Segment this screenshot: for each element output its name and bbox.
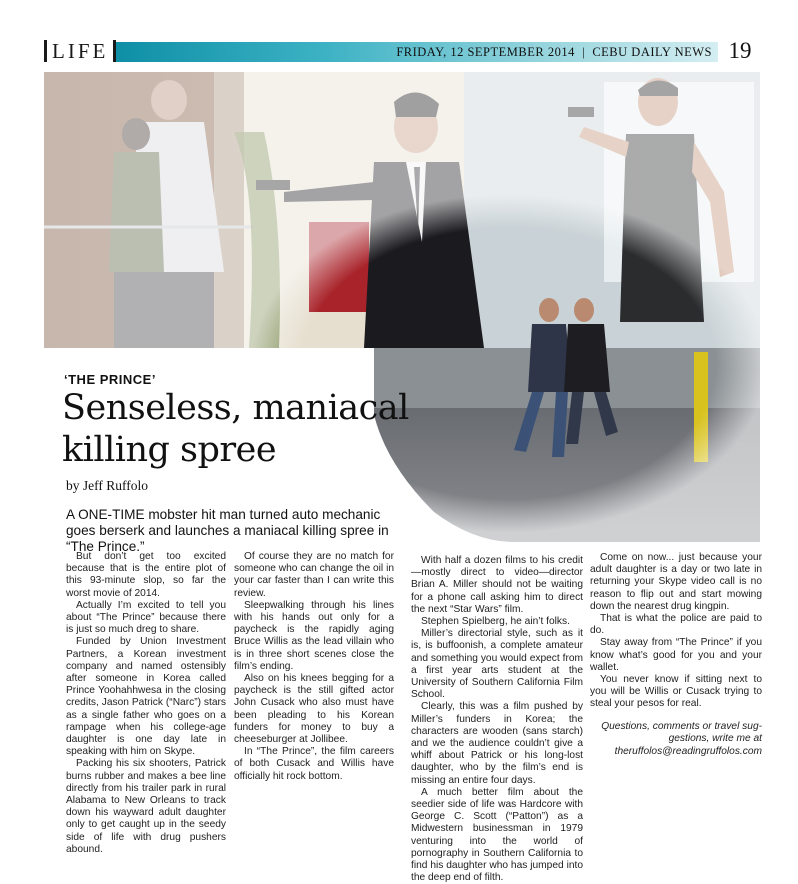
paragraph: Packing his six shooters, Patrick burns rubber and makes a bee line directly from his trailer park in rural Alabama to New Orleans to track down his wayward adult daughter only to get caught up in the seedy side of life with drug pushers abound. [66, 758, 226, 855]
article-byline: by Jeff Ruffolo [66, 478, 148, 493]
paragraph: With half a dozen films to his credit—mostly direct to video—director Brian A. Miller should not be waiting for a phone call asking him to direct the next “Star Wars” film. [411, 555, 583, 615]
paragraph: Also on his knees begging for a paycheck is the still gifted actor John Cusack who also must have been pleading to his Korean funders for money to buy a cheeseburger at Jollibee. [234, 673, 394, 746]
author-email: theruffolos@readingruffolos.com [614, 745, 762, 757]
paragraph: Sleepwalking through his lines with his hands out only for a paycheck is the rapidly aging Bruce Willis as the lead villain who is in three short scenes close the film’s ending. [234, 599, 394, 672]
paragraph: Funded by Union Investment Partners, a Korean investment company and named ostensibly after someone in Korea called Prince Yoohahhwesa in the closing credits, Jason Patrick (“Narc”) stars as a single father who goes on a rampage when his college-age daughter is one day late in speaking with him on Skype. [66, 636, 226, 758]
paragraph: Miller’s directorial style, such as it is, is buffoonish, a complete amateur and something you would expect from a first year arts student at the University of Southern California Film School. [411, 628, 583, 701]
headline-line-2: killing spree [62, 430, 277, 470]
paragraph: Stay away from “The Prince” if you know what’s good for you and your wallet. [590, 637, 762, 673]
paragraph: But don’t get too excited because that is the entire plot of this 93-minute slop, so far the worst movie of 2014. [66, 551, 226, 599]
paragraph: That is what the police are paid to do. [590, 613, 762, 637]
note-line: Questions, comments or travel sug- [601, 720, 762, 732]
page-number: 19 [728, 38, 752, 63]
dateline: FRIDAY, 12 SEPTEMBER 2014 | CEBU DAILY NEWS [396, 45, 712, 59]
article-deck: A ONE-TIME mobster hit man turned auto mechanic goes berserk and launches a maniacal killing spree in “The Prince.” [66, 507, 389, 554]
paragraph: Actually I’m excited to tell you about “The Prince” because there is just so much dreg to share. [66, 599, 226, 636]
page-margin [763, 0, 798, 852]
paragraph: A much better film about the seedier side of life was Hardcore with George C. Scott (“Patton”) as a Midwestern businessman in 1979 venturing into the world of pornography in Southern California to find his daughter who has jumped into the deep end of filth. [411, 786, 583, 884]
page-header [0, 0, 798, 70]
article-column-1 [66, 551, 226, 856]
paragraph: Come on now... just because your adult daughter is a day or two late in returning your Skype video call is no reason to flip out and start mowing down the nearest drug kingpin. [590, 552, 762, 612]
article-column-2 [234, 551, 394, 783]
article-kicker: ‘THE PRINCE’ [64, 372, 156, 387]
paragraph: You never know if sitting next to you will be Willis or Cusack trying to steal your pesos for real. [590, 674, 762, 710]
article-headline [62, 387, 422, 471]
paragraph: Stephen Spielberg, he ain’t folks. [421, 616, 570, 628]
headline-line-1: Senseless, maniacal [62, 388, 409, 428]
movie-still-photo [44, 72, 760, 542]
article-column-4 [590, 552, 762, 758]
article-column-3 [411, 555, 583, 884]
paragraph: Of course they are no match for someone who can change the oil in your car faster than I can write this review. [234, 551, 394, 599]
section-label: LIFE [44, 40, 116, 62]
paragraph: In “The Prince”, the film careers of both Cusack and Willis have officially hit rock bottom. [234, 746, 394, 782]
author-note [590, 721, 762, 759]
paragraph: Clearly, this was a film pushed by Miller’s funders in Korea; the characters are wooden (sans starch) and we the audience couldn’t give a whiff about Patrick or his long-lost daughter, who by the film’s end is missing an entire four days. [411, 701, 583, 786]
note-line: gestions, write me at [668, 733, 762, 745]
